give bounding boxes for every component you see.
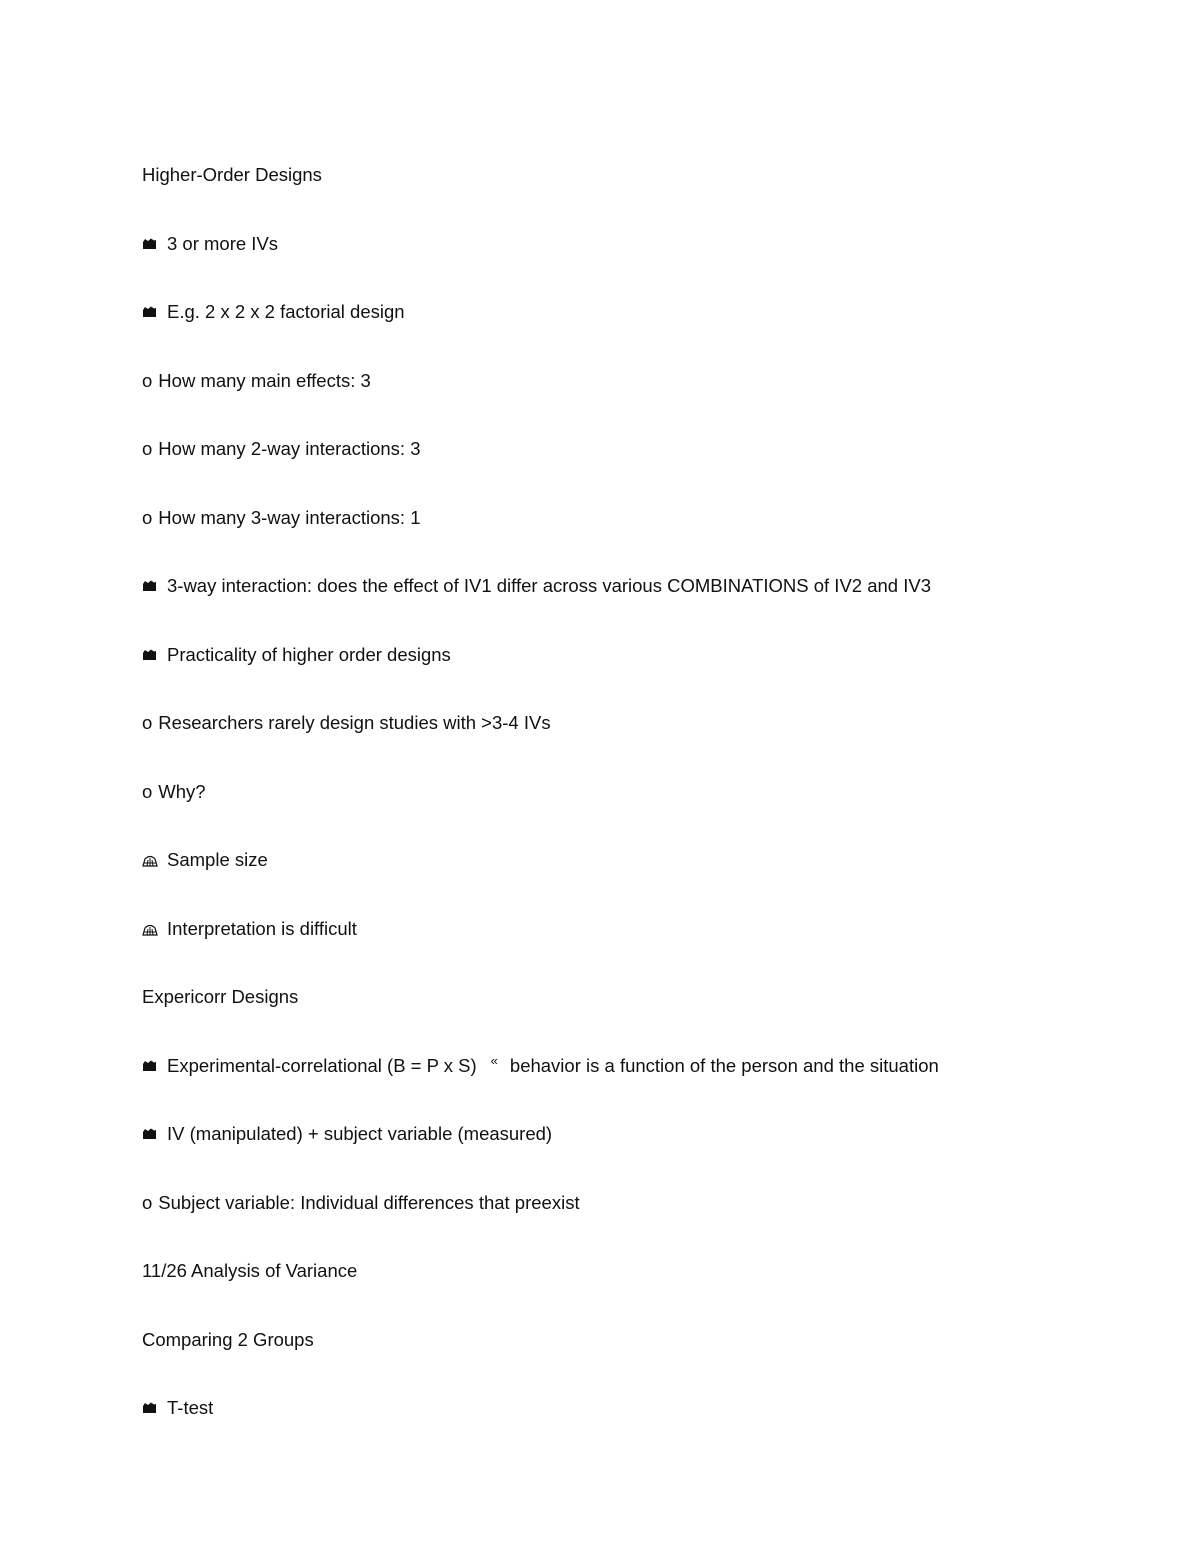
document-body bbox=[142, 141, 1142, 1443]
item-text: How many 3-way interactions: 1 bbox=[158, 506, 421, 528]
list-item bbox=[142, 484, 1142, 553]
section-heading bbox=[142, 141, 1142, 210]
o-bullet-marker: o bbox=[142, 438, 153, 460]
filled-bullet-icon bbox=[142, 1128, 157, 1140]
item-text: Sample size bbox=[167, 849, 268, 871]
list-item bbox=[142, 895, 1142, 964]
o-bullet-marker: o bbox=[142, 712, 153, 734]
heading-text: 11/26 Analysis of Variance bbox=[142, 1260, 358, 1282]
o-bullet-marker: o bbox=[142, 1191, 153, 1213]
heading-text: Comparing 2 Groups bbox=[142, 1328, 314, 1350]
item-text: Experimental-correlational (B = P x S) bbox=[167, 1054, 477, 1076]
filled-bullet-icon bbox=[142, 238, 157, 250]
list-item bbox=[142, 1374, 1142, 1443]
outline-bullet-icon bbox=[142, 854, 157, 866]
item-text: Why? bbox=[158, 780, 206, 802]
list-item bbox=[142, 210, 1142, 279]
item-text: 3-way interaction: does the effect of IV1 differ across various COMBINATIONS of IV2 and IV3 bbox=[167, 575, 931, 597]
list-item bbox=[142, 552, 1142, 621]
item-text: Researchers rarely design studies with >3-4 IVs bbox=[158, 712, 551, 734]
item-text: Subject variable: Individual differences that preexist bbox=[158, 1191, 580, 1213]
heading-text: Expericorr Designs bbox=[142, 986, 299, 1008]
list-item bbox=[142, 826, 1142, 895]
filled-bullet-icon bbox=[142, 649, 157, 661]
item-text: E.g. 2 x 2 x 2 factorial design bbox=[167, 301, 405, 323]
arrow-mark: « bbox=[490, 1052, 498, 1068]
item-text: Practicality of higher order designs bbox=[167, 643, 451, 665]
list-item bbox=[142, 1032, 1142, 1101]
item-text: How many main effects: 3 bbox=[158, 369, 371, 391]
filled-bullet-icon bbox=[142, 1060, 157, 1072]
item-text: IV (manipulated) + subject variable (measured) bbox=[167, 1123, 553, 1145]
list-item bbox=[142, 621, 1142, 690]
list-item bbox=[142, 278, 1142, 347]
o-bullet-marker: o bbox=[142, 780, 153, 802]
section-heading bbox=[142, 963, 1142, 1032]
section-heading bbox=[142, 1306, 1142, 1375]
list-item bbox=[142, 347, 1142, 416]
filled-bullet-icon bbox=[142, 306, 157, 318]
item-text: T-test bbox=[167, 1397, 214, 1419]
filled-bullet-icon bbox=[142, 1402, 157, 1414]
item-text-continued: behavior is a function of the person and the situation bbox=[509, 1054, 939, 1076]
list-item bbox=[142, 1169, 1142, 1238]
list-item bbox=[142, 758, 1142, 827]
o-bullet-marker: o bbox=[142, 369, 153, 391]
outline-bullet-icon bbox=[142, 923, 157, 935]
list-item bbox=[142, 1100, 1142, 1169]
list-item bbox=[142, 689, 1142, 758]
item-text: Interpretation is difficult bbox=[167, 917, 357, 939]
o-bullet-marker: o bbox=[142, 506, 153, 528]
heading-text: Higher-Order Designs bbox=[142, 164, 322, 186]
section-heading bbox=[142, 1237, 1142, 1306]
item-text: 3 or more IVs bbox=[167, 232, 279, 254]
filled-bullet-icon bbox=[142, 580, 157, 592]
item-text: How many 2-way interactions: 3 bbox=[158, 438, 421, 460]
list-item bbox=[142, 415, 1142, 484]
